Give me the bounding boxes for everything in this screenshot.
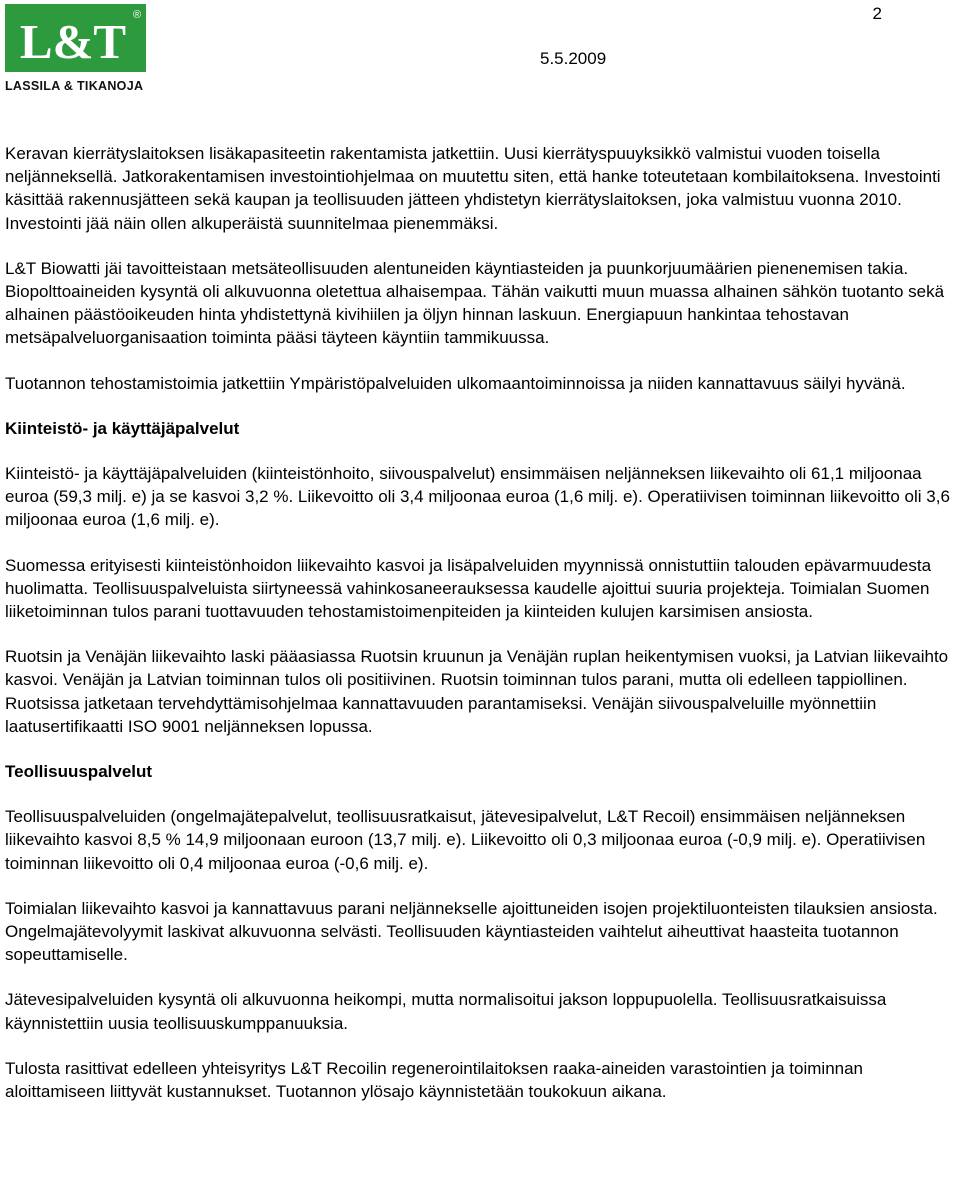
paragraph-sweden-russia: Ruotsin ja Venäjän liikevaihto laski pääasiassa Ruotsin kruunun ja Venäjän ruplan heikentymisen vuoksi, ja Latvian liikevaihto kasvoi. Venäjän ja Latvian toiminnan tulos oli positiivinen. Ruotsin toiminnan tulos parani, mutta oli edelleen tappiollinen. Ruotsissa jatketaan tervehdyttämisohjelmaa kannattavuuden parantamiseksi. Venäjän siivouspalveluille myönnettiin laatusertifikaatti ISO 9001 neljänneksen lopussa.: [5, 647, 949, 736]
page-number: 2: [872, 4, 882, 23]
paragraph-industrial-services-results: Teollisuuspalveluiden (ongelmajätepalvelut, teollisuusratkaisut, jätevesipalvelut, L&T Recoil) ensimmäisen neljänneksen liikevaihto kasvoi 8,5 % 14,9 miljoonaan euroon (13,7 milj. e). Liikevoitto oli 0,3 miljoonaa euroa (-0,9 milj. e). Operatiivisen toiminnan liikevoitto oli 0,4 miljoonaa euroa (-0,6 milj. e).: [5, 807, 926, 873]
logo-company-name: LASSILA & TIKANOJA: [5, 79, 144, 93]
paragraph-foreign-operations: Tuotannon tehostamistoimia jatkettiin Ympäristöpalveluiden ulkomaantoiminnoissa ja niiden kannattavuus säilyi hyvänä.: [5, 373, 906, 393]
paragraph-property-services-results: Kiinteistö- ja käyttäjäpalveluiden (kiinteistönhoito, siivouspalvelut) ensimmäisen neljänneksen liikevaihto oli 61,1 miljoonaa euroa (59,3 milj. e) ja se kasvoi 3,2 %. Liikevoitto oli 3,4 miljoonaa euroa (1,6 milj. e). Operatiivisen toiminnan liikevoitto oli 3,6 miljoonaa euroa (1,6 milj. e).: [5, 464, 950, 530]
document-date: 5.5.2009: [540, 49, 607, 68]
company-logo: [5, 4, 146, 95]
section-heading-industrial-services: Teollisuuspalvelut: [5, 762, 153, 782]
registered-trademark-icon: ®: [132, 9, 142, 21]
paragraph-recoil: Tulosta rasittivat edelleen yhteisyritys L&T Recoilin regenerointilaitoksen raaka-aineiden varastointien ja toiminnan aloittamiseen liittyvät kustannukset. Tuotannon ylösajo käynnistetään toukokuun aikana.: [5, 1058, 864, 1102]
logo-mark-graphic: [5, 4, 146, 72]
paragraph-wastewater: Jätevesipalveluiden kysyntä oli alkuvuonna heikompi, mutta normalisoitui jakson loppupuolella. Teollisuusratkaisuissa käynnistettiin uusia teollisuuskumppanuuksia.: [5, 990, 887, 1033]
section-heading-property-services: Kiinteistö- ja käyttäjäpalvelut: [5, 418, 240, 438]
paragraph-industrial-profitability: Toimialan liikevaihto kasvoi ja kannattavuus parani neljännekselle ajoittuneiden isojen projektiluonteisten tilauksien ansiosta. Ongelmajätevolyymit laskivat alkuvuonna selvästi. Teollisuuden käyntiasteiden vaihtelut aiheuttivat haasteita tuotannon sopeuttamiselle.: [5, 898, 938, 965]
document-body: [5, 142, 956, 1125]
paragraph-kerava-recycling: Keravan kierrätyslaitoksen lisäkapasiteetin rakentamista jatkettiin. Uusi kierrätyspuuyksikkö valmistui vuoden toisella neljänneksellä. Jatkorakentamisen investointiohjelmaa on muutettu siten, että hanke toteutetaan kombilaitoksena. Investointi käsittää rakennusjätteen sekä kaupan ja teollisuuden jätteen yhdistetyn kierrätyslaitoksen, joka valmistuu vuonna 2010. Investointi jää näin ollen alkuperäistä suunnitelmaa pienemmäksi.: [5, 144, 941, 233]
paragraph-finland-property: Suomessa erityisesti kiinteistönhoidon liikevaihto kasvoi ja lisäpalveluiden myynnissä onnistuttiin talouden epävarmuudesta huolimatta. Teollisuuspalveluista siirtyneessä vahinkosaneerauksessa kaudelle ajoittui suuria projekteja. Toimialan Suomen liiketoiminnan tulos parani tuottavuuden tehostamistoimenpiteiden ja kiinteiden kulujen karsimisen ansiosta.: [5, 555, 932, 622]
paragraph-biowatti: L&T Biowatti jäi tavoitteistaan metsäteollisuuden alentuneiden käyntiasteiden ja puunkorjuumäärien pienenemisen takia. Biopolttoaineiden kysyntä oli alkuvuonna oletettua alhaisempaa. Tähän vaikutti muun muassa alhainen sähkön tuotanto sekä alhainen päästöoikeuden hinta yhdistettynä kivihiilen ja öljyn hinnan laskuun. Energiapuun hankintaa tehostavan metsäpalveluorganisaation toiminta pääsi täyteen käyntiin tammikuussa.: [5, 258, 945, 348]
logo-mark-text: L&T: [19, 14, 127, 69]
logo-mark: [5, 4, 146, 72]
